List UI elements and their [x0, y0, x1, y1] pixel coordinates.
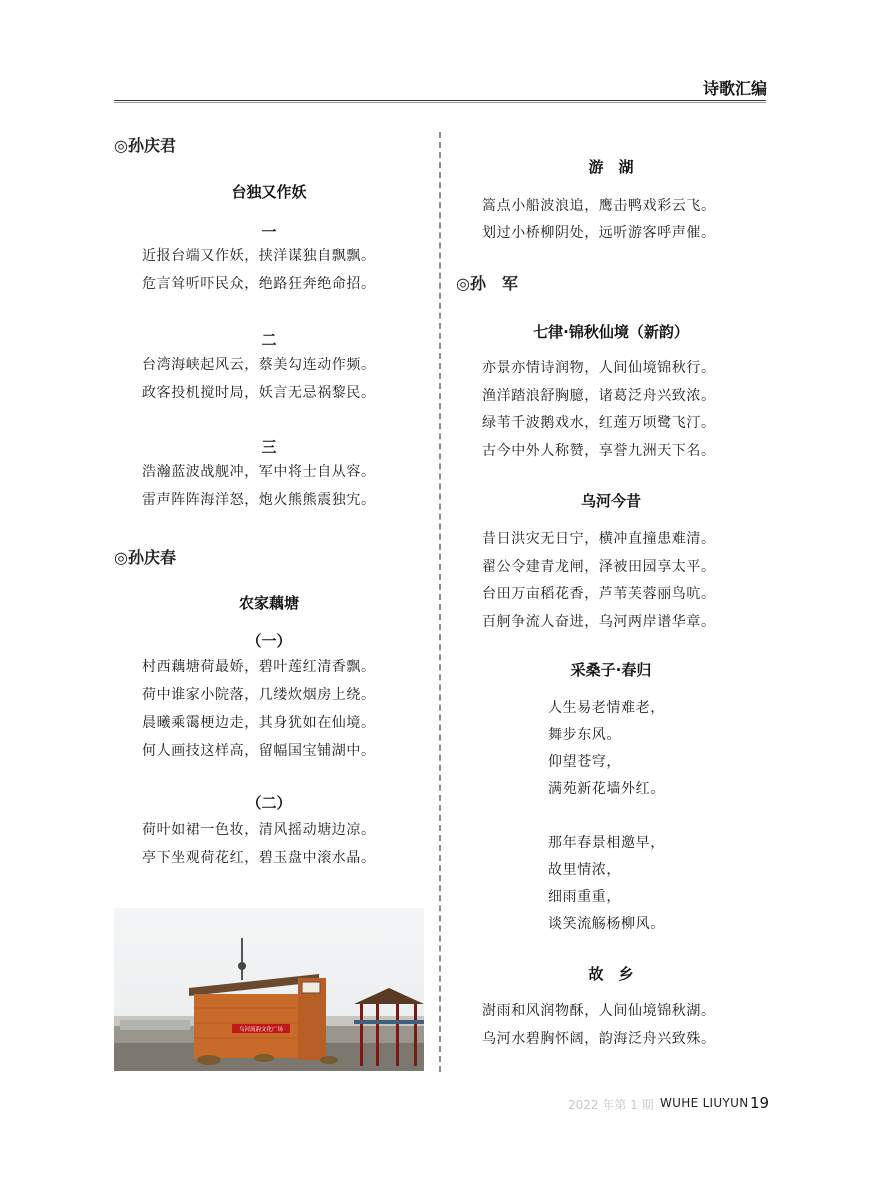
- poem-line: 浩瀚蓝波战舰冲，军中将士自从容。: [142, 464, 376, 480]
- part-label: 一: [261, 223, 277, 241]
- poem-line: 翟公令建青龙闸，泽被田园享太平。: [482, 559, 716, 575]
- poem-line: 政客投机搅时局，妖言无忌祸黎民。: [142, 385, 376, 401]
- plaza-photo: [114, 908, 424, 1071]
- poem-line: 雷声阵阵海洋怒，炮火熊熊震独宄。: [142, 492, 376, 508]
- author-sun-qingchun: ◎孙庆春: [114, 548, 176, 567]
- sign-text: 乌河流韵文化广场: [238, 1027, 284, 1033]
- poem-title: 台独又作妖: [231, 183, 307, 201]
- issue-label: 2022 年第 1 期: [568, 1098, 654, 1112]
- header-rule: [114, 100, 766, 103]
- part-label: （二）: [246, 794, 292, 812]
- author-sun-qingjun: ◎孙庆君: [114, 136, 176, 155]
- poem-line: 危言耸听吓民众，绝路狂奔绝命招。: [142, 276, 376, 292]
- part-label: （一）: [246, 632, 292, 650]
- magazine-name: WUHE LIUYUN: [660, 1096, 749, 1110]
- section-title: 诗歌汇编: [702, 79, 767, 98]
- author-sun-jun: ◎孙 军: [456, 274, 518, 293]
- poem-title: 七律·锦秋仙境（新韵）: [533, 323, 689, 341]
- poem-line: 故里情浓，: [548, 862, 621, 878]
- poem-line: 荷中谁家小院落，几缕炊烟房上绕。: [142, 687, 376, 703]
- part-label: 三: [261, 438, 277, 456]
- poem-line: 近报台端又作妖，挟洋谋独自飘飘。: [142, 248, 376, 264]
- poem-title: 故 乡: [588, 965, 634, 983]
- poem-line: 谈笑流觞杨柳风。: [548, 916, 665, 932]
- poem-line: 昔日洪灾无日宁，横冲直撞患难清。: [482, 531, 716, 547]
- poem-line: 仰望苍穹，: [548, 754, 621, 770]
- poem-line: 舞步东风。: [548, 727, 621, 743]
- column-divider: [439, 132, 441, 1072]
- poem-line: 满苑新花墙外红。: [548, 781, 665, 797]
- page-number: 19: [750, 1094, 770, 1112]
- poem-line: 篙点小船波浪追，鹰击鸭戏彩云飞。: [482, 198, 716, 214]
- poem-line: 晨曦乘霭梗边走，其身犹如在仙境。: [142, 715, 376, 731]
- poem-line: 台湾海峡起风云，蔡美勾连动作频。: [142, 357, 376, 373]
- poem-line: 何人画技这样高，留幅国宝铺湖中。: [142, 743, 376, 759]
- poem-title: 游 湖: [588, 158, 634, 176]
- poem-line: 亭下坐观荷花红，碧玉盘中滚水晶。: [142, 850, 376, 866]
- poem-line: 百舸争流人奋进，乌河两岸谱华章。: [482, 614, 716, 630]
- poem-line: 村西藕塘荷最娇，碧叶莲红清香飘。: [142, 659, 376, 675]
- poem-title: 农家藕塘: [238, 594, 299, 612]
- poem-line: 亦景亦情诗润物，人间仙境锦秋行。: [482, 360, 716, 376]
- poem-line: 渔洋踏浪舒胸臆，诸葛泛舟兴致浓。: [482, 388, 716, 404]
- poem-line: 划过小桥柳阴处，远听游客呼声催。: [482, 225, 716, 241]
- poem-line: 台田万亩稻花香，芦苇芙蓉丽鸟吭。: [482, 586, 716, 602]
- poem-line: 绿苇千波鹅戏水，红莲万顷鹭飞汀。: [482, 415, 716, 431]
- poem-line: 古今中外人称赞，享誉九洲天下名。: [482, 443, 716, 459]
- poem-line: 那年春景相邀早，: [548, 835, 665, 851]
- poem-line: 澍雨和风润物酥，人间仙境锦秋湖。: [482, 1003, 716, 1019]
- part-label: 二: [261, 331, 277, 349]
- poem-title: 采桑子·春归: [570, 661, 652, 679]
- poem-line: 人生易老情难老，: [548, 700, 665, 716]
- poem-line: 荷叶如裙一色妆，清风摇动塘边凉。: [142, 822, 376, 838]
- poem-title: 乌河今昔: [580, 492, 641, 510]
- poem-line: 细雨重重，: [548, 889, 621, 905]
- poem-line: 乌河水碧胸怀阔，韵海泛舟兴致殊。: [482, 1031, 716, 1047]
